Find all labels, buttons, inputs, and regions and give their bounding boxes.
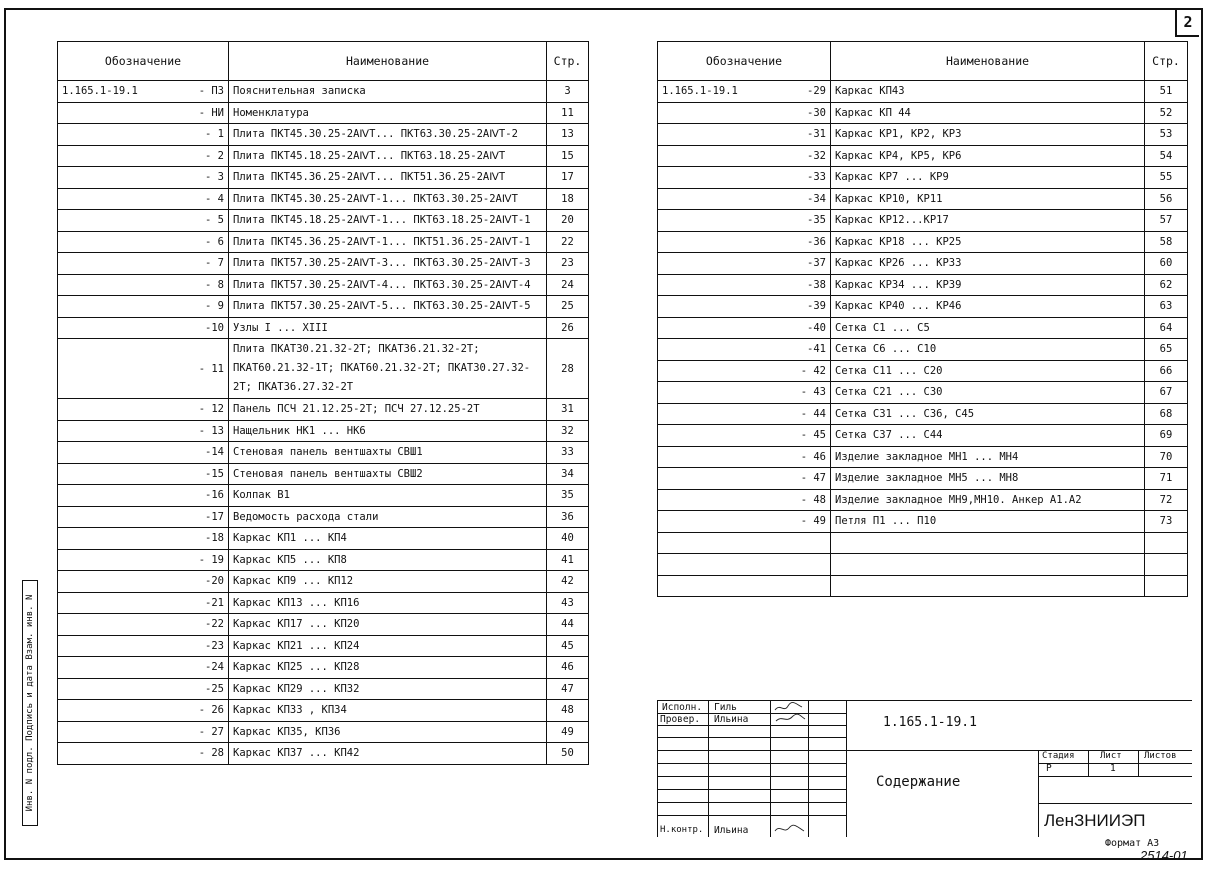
table-row: [58, 506, 589, 528]
table-row: [58, 721, 589, 743]
row-title: Изделие закладное МН9,МН10. Анкер А1.А2: [831, 489, 1145, 511]
row-page: [1145, 575, 1188, 597]
document-designation: 1.165.1-19.1: [883, 715, 977, 730]
sheet-title: Содержание: [876, 774, 961, 790]
row-page: 15: [547, 145, 589, 167]
designation-prefix: 1.165.1-19.1: [62, 85, 138, 98]
row-designation: - 47: [658, 468, 831, 490]
row-page: 69: [1145, 425, 1188, 447]
row-title: Плита ПКТ57.30.25-2АⅣТ-4... ПКТ63.30.25-2АⅣТ-4: [229, 274, 547, 296]
table-row: [58, 81, 589, 103]
row-page: 41: [547, 549, 589, 571]
row-designation: [658, 575, 831, 597]
row-designation: - 1: [58, 124, 229, 146]
row-title: Каркас КР40 ... КР46: [831, 296, 1145, 318]
table-row: [658, 468, 1188, 490]
row-designation: -23: [58, 635, 229, 657]
row-title: Петля П1 ... П10: [831, 511, 1145, 533]
row-designation: - 49: [658, 511, 831, 533]
row-title: Сетка С21 ... С30: [831, 382, 1145, 404]
table-row: [58, 274, 589, 296]
row-designation: - 46: [658, 446, 831, 468]
sheet-label: Лист: [1100, 751, 1122, 761]
row-title: Каркас КП33 , КП34: [229, 700, 547, 722]
table-row: [658, 489, 1188, 511]
row-page: 23: [547, 253, 589, 275]
row-designation: - 3: [58, 167, 229, 189]
row-designation: - 19: [58, 549, 229, 571]
table-row: [658, 124, 1188, 146]
row-designation: -31: [658, 124, 831, 146]
row-title: Каркас КП29 ... КП32: [229, 678, 547, 700]
row-page: 63: [1145, 296, 1188, 318]
designation-prefix: 1.165.1-19.1: [662, 85, 738, 98]
row-page: 43: [547, 592, 589, 614]
table-row: [658, 339, 1188, 361]
row-page: 35: [547, 485, 589, 507]
table-row: [58, 420, 589, 442]
row-page: 51: [1145, 81, 1188, 103]
signature-graphic: [772, 701, 808, 727]
row-designation: -16: [58, 485, 229, 507]
signature-graphic: [772, 821, 808, 837]
row-title: Каркас КП17 ... КП20: [229, 614, 547, 636]
side-stamp-label: Инв. N подл. Подпись и дата Взам. инв. N: [25, 594, 35, 812]
table-row: [658, 425, 1188, 447]
table-row: [58, 339, 589, 399]
row-title: Каркас КП5 ... КП8: [229, 549, 547, 571]
row-designation: -10: [58, 317, 229, 339]
row-page: 28: [547, 339, 589, 399]
row-page: 40: [547, 528, 589, 550]
row-designation: -37: [658, 253, 831, 275]
sheet-number: 2: [1175, 9, 1199, 37]
row-designation: -39: [658, 296, 831, 318]
table-row: [658, 403, 1188, 425]
header-code: Обозначение: [58, 42, 229, 81]
row-page: 53: [1145, 124, 1188, 146]
row-page: 31: [547, 399, 589, 421]
table-row: [58, 145, 589, 167]
row-designation: - 8: [58, 274, 229, 296]
table-row: [58, 549, 589, 571]
row-page: 64: [1145, 317, 1188, 339]
row-designation: -38: [658, 274, 831, 296]
row-designation: - 12: [58, 399, 229, 421]
row-designation: - 4: [58, 188, 229, 210]
row-page: 22: [547, 231, 589, 253]
table-row: [658, 575, 1188, 597]
table-row: [658, 360, 1188, 382]
row-title: Ведомость расхода стали: [229, 506, 547, 528]
row-title: Каркас КП25 ... КП28: [229, 657, 547, 679]
format-label: Формат А3: [1105, 838, 1160, 849]
row-title: Плита ПКТ45.36.25-2АⅣТ... ПКТ51.36.25-2АⅣТ: [229, 167, 547, 189]
row-title: Пояснительная записка: [229, 81, 547, 103]
role-checker: Провер.: [660, 714, 701, 725]
table-row: [658, 296, 1188, 318]
row-page: 67: [1145, 382, 1188, 404]
row-page: 70: [1145, 446, 1188, 468]
row-title: Каркас КП9 ... КП12: [229, 571, 547, 593]
row-page: 72: [1145, 489, 1188, 511]
row-designation: -24: [58, 657, 229, 679]
row-title: Узлы I ... XIII: [229, 317, 547, 339]
row-designation: -33: [658, 167, 831, 189]
row-title: Каркас КР1, КР2, КР3: [831, 124, 1145, 146]
table-row: [58, 442, 589, 464]
row-title: Изделие закладное МН5 ... МН8: [831, 468, 1145, 490]
table-row: [58, 614, 589, 636]
contents-table-right: [657, 41, 1188, 597]
row-designation: - 44: [658, 403, 831, 425]
row-page: 42: [547, 571, 589, 593]
row-title: Каркас КР10, КР11: [831, 188, 1145, 210]
row-designation: - 27: [58, 721, 229, 743]
row-designation: [58, 81, 229, 103]
sheet-value: 1: [1110, 763, 1116, 774]
row-designation: -21: [58, 592, 229, 614]
row-page: 55: [1145, 167, 1188, 189]
table-row: [658, 446, 1188, 468]
table-row: [658, 274, 1188, 296]
row-title: Сетка С6 ... С10: [831, 339, 1145, 361]
person-executor: Гиль: [714, 702, 737, 713]
row-page: 65: [1145, 339, 1188, 361]
row-designation: - 11: [58, 339, 229, 399]
row-page: 68: [1145, 403, 1188, 425]
designation-suffix: - ПЗ: [198, 85, 224, 98]
header-name: Наименование: [229, 42, 547, 81]
row-designation: -25: [58, 678, 229, 700]
table-row: [58, 296, 589, 318]
row-title: Плита ПКТ45.30.25-2АⅣТ-1... ПКТ63.30.25-2АⅣТ: [229, 188, 547, 210]
row-title: Каркас КП43: [831, 81, 1145, 103]
row-title: [831, 575, 1145, 597]
table-row: [658, 554, 1188, 576]
row-designation: - 9: [58, 296, 229, 318]
role-executor: Исполн.: [662, 702, 703, 713]
table-row: [658, 210, 1188, 232]
row-designation: - 13: [58, 420, 229, 442]
row-page: 17: [547, 167, 589, 189]
row-page: 25: [547, 296, 589, 318]
row-title: Плита ПКТ57.30.25-2АⅣТ-5... ПКТ63.30.25-2АⅣТ-5: [229, 296, 547, 318]
row-page: 57: [1145, 210, 1188, 232]
row-title: Сетка С11 ... С20: [831, 360, 1145, 382]
row-page: 32: [547, 420, 589, 442]
row-title: Стеновая панель вентшахты СВШ1: [229, 442, 547, 464]
row-designation: -15: [58, 463, 229, 485]
row-page: 52: [1145, 102, 1188, 124]
row-designation: - 45: [658, 425, 831, 447]
stage-label: Стадия: [1042, 751, 1075, 761]
contents-table-left: [57, 41, 589, 765]
table-row: [658, 253, 1188, 275]
row-title: Колпак В1: [229, 485, 547, 507]
row-title: Плита ПКТ45.18.25-2АⅣТ... ПКТ63.18.25-2АⅣТ: [229, 145, 547, 167]
row-designation: -41: [658, 339, 831, 361]
row-page: 44: [547, 614, 589, 636]
table-row: [58, 700, 589, 722]
row-title: Каркас КП35, КП36: [229, 721, 547, 743]
table-row: [58, 124, 589, 146]
organization: ЛенЗНИИЭП: [1044, 811, 1146, 830]
row-title: Плита ПКТ45.18.25-2АⅣТ-1... ПКТ63.18.25-2АⅣТ-1: [229, 210, 547, 232]
table-row: [658, 167, 1188, 189]
row-designation: -14: [58, 442, 229, 464]
row-page: 34: [547, 463, 589, 485]
stage-value: Р: [1046, 763, 1052, 774]
row-designation: - 6: [58, 231, 229, 253]
table-row: [658, 231, 1188, 253]
row-designation: -36: [658, 231, 831, 253]
row-designation: -20: [58, 571, 229, 593]
row-designation: [658, 532, 831, 554]
row-designation: - 28: [58, 743, 229, 765]
table-row: [58, 678, 589, 700]
table-row: [58, 102, 589, 124]
row-designation: - НИ: [58, 102, 229, 124]
row-title: Каркас КП37 ... КП42: [229, 743, 547, 765]
row-page: [1145, 532, 1188, 554]
row-page: 60: [1145, 253, 1188, 275]
table-row: [658, 382, 1188, 404]
row-designation: -30: [658, 102, 831, 124]
header-code: Обозначение: [658, 42, 831, 81]
row-title: Плита ПКАТ30.21.32-2Т; ПКАТ36.21.32-2Т; ПКАТ60.21.32-1Т; ПКАТ60.21.32-2Т; ПКАТ30.27.32-2Т; ПКАТ36.27.32-2Т: [229, 339, 547, 399]
table-row: [58, 657, 589, 679]
row-page: 3: [547, 81, 589, 103]
table-row: [58, 743, 589, 765]
row-designation: -40: [658, 317, 831, 339]
archive-number: 2514-01: [1140, 848, 1188, 863]
row-title: Сетка С1 ... С5: [831, 317, 1145, 339]
title-block: [657, 700, 1192, 837]
header-page: Стр.: [1145, 42, 1188, 81]
row-designation: -32: [658, 145, 831, 167]
table-row: [58, 635, 589, 657]
table-row: [58, 167, 589, 189]
row-page: 73: [1145, 511, 1188, 533]
contents-rows-left: [58, 81, 589, 765]
table-row: [58, 188, 589, 210]
row-page: 66: [1145, 360, 1188, 382]
row-title: Каркас КР34 ... КР39: [831, 274, 1145, 296]
row-designation: [658, 554, 831, 576]
row-title: Плита ПКТ57.30.25-2АⅣТ-3... ПКТ63.30.25-2АⅣТ-3: [229, 253, 547, 275]
role-norm-control: Н.контр.: [660, 825, 704, 835]
table-row: [658, 532, 1188, 554]
row-page: 18: [547, 188, 589, 210]
table-row: [58, 571, 589, 593]
row-designation: - 5: [58, 210, 229, 232]
table-row: [658, 317, 1188, 339]
person-norm-control: Ильина: [714, 825, 749, 836]
row-title: Каркас КП21 ... КП24: [229, 635, 547, 657]
sheets-label: Листов: [1144, 751, 1177, 761]
table-row: [58, 463, 589, 485]
row-title: Стеновая панель вентшахты СВШ2: [229, 463, 547, 485]
row-page: 20: [547, 210, 589, 232]
row-title: Плита ПКТ45.30.25-2АⅣТ... ПКТ63.30.25-2АⅣТ-2: [229, 124, 547, 146]
row-page: 56: [1145, 188, 1188, 210]
row-page: 62: [1145, 274, 1188, 296]
row-page: 58: [1145, 231, 1188, 253]
row-designation: - 7: [58, 253, 229, 275]
row-page: 45: [547, 635, 589, 657]
row-page: 54: [1145, 145, 1188, 167]
row-title: Номенклатура: [229, 102, 547, 124]
row-title: Каркас КР7 ... КР9: [831, 167, 1145, 189]
row-page: 46: [547, 657, 589, 679]
table-row: [658, 145, 1188, 167]
contents-rows-right: [658, 81, 1188, 597]
row-title: [831, 532, 1145, 554]
row-designation: -35: [658, 210, 831, 232]
table-row: [58, 485, 589, 507]
row-title: Каркас КП1 ... КП4: [229, 528, 547, 550]
row-page: 49: [547, 721, 589, 743]
designation-suffix: -29: [807, 85, 826, 98]
row-designation: - 43: [658, 382, 831, 404]
table-row: [658, 102, 1188, 124]
row-designation: -34: [658, 188, 831, 210]
row-designation: -18: [58, 528, 229, 550]
side-approval-stamp: [22, 580, 38, 826]
row-page: 71: [1145, 468, 1188, 490]
row-title: Каркас КП13 ... КП16: [229, 592, 547, 614]
row-page: [1145, 554, 1188, 576]
table-row: [658, 511, 1188, 533]
table-row: [58, 528, 589, 550]
table-row: [58, 231, 589, 253]
row-page: 26: [547, 317, 589, 339]
row-page: 48: [547, 700, 589, 722]
header-page: Стр.: [547, 42, 589, 81]
row-title: Плита ПКТ45.36.25-2АⅣТ-1... ПКТ51.36.25-2АⅣТ-1: [229, 231, 547, 253]
table-row: [58, 592, 589, 614]
row-page: 33: [547, 442, 589, 464]
row-designation: - 2: [58, 145, 229, 167]
row-designation: [658, 81, 831, 103]
row-title: Нащельник НК1 ... НК6: [229, 420, 547, 442]
row-designation: -17: [58, 506, 229, 528]
table-row: [58, 399, 589, 421]
row-designation: - 42: [658, 360, 831, 382]
row-title: Каркас КР4, КР5, КР6: [831, 145, 1145, 167]
person-checker: Ильина: [714, 714, 749, 725]
row-title: Каркас КР26 ... КР33: [831, 253, 1145, 275]
row-designation: - 48: [658, 489, 831, 511]
header-name: Наименование: [831, 42, 1145, 81]
row-title: Изделие закладное МН1 ... МН4: [831, 446, 1145, 468]
row-title: Сетка С31 ... С36, С45: [831, 403, 1145, 425]
table-row: [658, 188, 1188, 210]
row-title: Каркас КП 44: [831, 102, 1145, 124]
row-title: [831, 554, 1145, 576]
table-row: [58, 253, 589, 275]
row-page: 13: [547, 124, 589, 146]
row-title: Панель ПСЧ 21.12.25-2Т; ПСЧ 27.12.25-2Т: [229, 399, 547, 421]
row-page: 36: [547, 506, 589, 528]
row-title: Каркас КР18 ... КР25: [831, 231, 1145, 253]
row-page: 47: [547, 678, 589, 700]
row-page: 24: [547, 274, 589, 296]
row-title: Сетка С37 ... С44: [831, 425, 1145, 447]
table-row: [658, 81, 1188, 103]
row-designation: - 26: [58, 700, 229, 722]
row-designation: -22: [58, 614, 229, 636]
table-row: [58, 317, 589, 339]
row-page: 11: [547, 102, 589, 124]
row-title: Каркас КР12...КР17: [831, 210, 1145, 232]
table-row: [58, 210, 589, 232]
row-page: 50: [547, 743, 589, 765]
